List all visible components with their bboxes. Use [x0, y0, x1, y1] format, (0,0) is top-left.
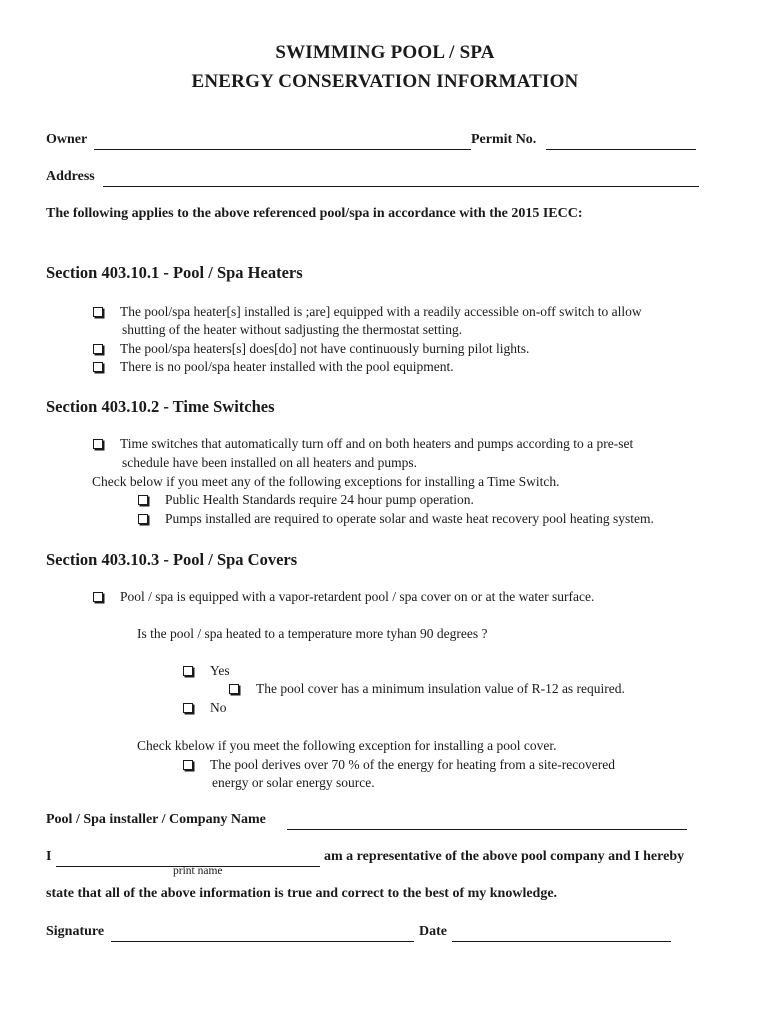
pool-cover-checkbox[interactable] [93, 592, 103, 602]
yes-label: Yes [210, 663, 230, 678]
date-label: Date [419, 924, 447, 939]
pool-cover-exception-intro: Check kbelow if you meet the following exception for installing a pool cover. [137, 738, 557, 753]
site-recovered-energy-checkbox[interactable] [183, 760, 193, 770]
document-title-line1: SWIMMING POOL / SPA [275, 42, 495, 63]
solar-pumps-text: Pumps installed are required to operate solar and waste heat recovery pool heating system. [165, 511, 654, 526]
installer-field[interactable] [287, 829, 687, 830]
permit-label: Permit No. [471, 132, 537, 147]
heater-switch-text-cont: shutting of the heater without sadjusting the thermostat setting. [122, 322, 463, 337]
no-heater-checkbox[interactable] [93, 362, 103, 372]
health-standards-text: Public Health Standards require 24 hour pump operation. [165, 492, 474, 507]
section2-heading: Section 403.10.2 - Time Switches [46, 397, 275, 416]
permit-field[interactable] [546, 149, 696, 150]
time-switch-text: Time switches that automatically turn off and on both heaters and pumps according to a pre-set [120, 436, 634, 451]
owner-field[interactable] [94, 149, 471, 150]
date-field[interactable] [452, 941, 671, 942]
solar-pumps-checkbox[interactable] [138, 514, 148, 524]
site-recovered-energy-text-cont: energy or solar energy source. [212, 775, 375, 790]
owner-label: Owner [46, 132, 88, 147]
no-heater-text: There is no pool/spa heater installed with the pool equipment. [120, 359, 454, 374]
yes-checkbox[interactable] [183, 666, 193, 676]
signature-label: Signature [46, 924, 105, 939]
heated-question: Is the pool / spa heated to a temperature more tyhan 90 degrees ? [137, 626, 488, 641]
pilot-light-text: The pool/spa heaters[s] does[do] not have continuously burning pilot lights. [120, 341, 530, 356]
heater-switch-text: The pool/spa heater[s] installed is ;are] equipped with a readily accessible on-off switch to allow [120, 304, 642, 319]
time-switch-text-cont: schedule have been installed on all heaters and pumps. [122, 455, 418, 470]
certification-statement: state that all of the above information is true and correct to the best of my knowledge. [46, 886, 558, 901]
no-label: No [210, 700, 227, 715]
time-switch-exceptions-intro: Check below if you meet any of the following exceptions for installing a Time Switch. [92, 474, 560, 489]
i-label: I [46, 849, 52, 864]
address-field[interactable] [103, 186, 699, 187]
section3-heading: Section 403.10.3 - Pool / Spa Covers [46, 550, 298, 569]
r12-insulation-text: The pool cover has a minimum insulation value of R-12 as required. [256, 681, 625, 696]
document-title-line2: ENERGY CONSERVATION INFORMATION [191, 71, 579, 92]
address-label: Address [46, 169, 95, 184]
health-standards-checkbox[interactable] [138, 495, 148, 505]
pool-cover-text: Pool / spa is equipped with a vapor-retardent pool / spa cover on or at the water surface. [120, 589, 595, 604]
installer-label: Pool / Spa installer / Company Name [46, 812, 266, 827]
r12-insulation-checkbox[interactable] [229, 684, 239, 694]
pilot-light-checkbox[interactable] [93, 344, 103, 354]
heater-switch-checkbox[interactable] [93, 307, 103, 317]
time-switch-checkbox[interactable] [93, 439, 103, 449]
representative-text: am a representative of the above pool company and I hereby [324, 849, 685, 864]
section1-heading: Section 403.10.1 - Pool / Spa Heaters [46, 263, 303, 282]
intro-text: The following applies to the above referenced pool/spa in accordance with the 2015 IECC: [46, 206, 583, 221]
no-checkbox[interactable] [183, 703, 193, 713]
site-recovered-energy-text: The pool derives over 70 % of the energy for heating from a site-recovered [210, 757, 615, 772]
signature-field[interactable] [111, 941, 414, 942]
print-name-caption: print name [173, 865, 223, 877]
